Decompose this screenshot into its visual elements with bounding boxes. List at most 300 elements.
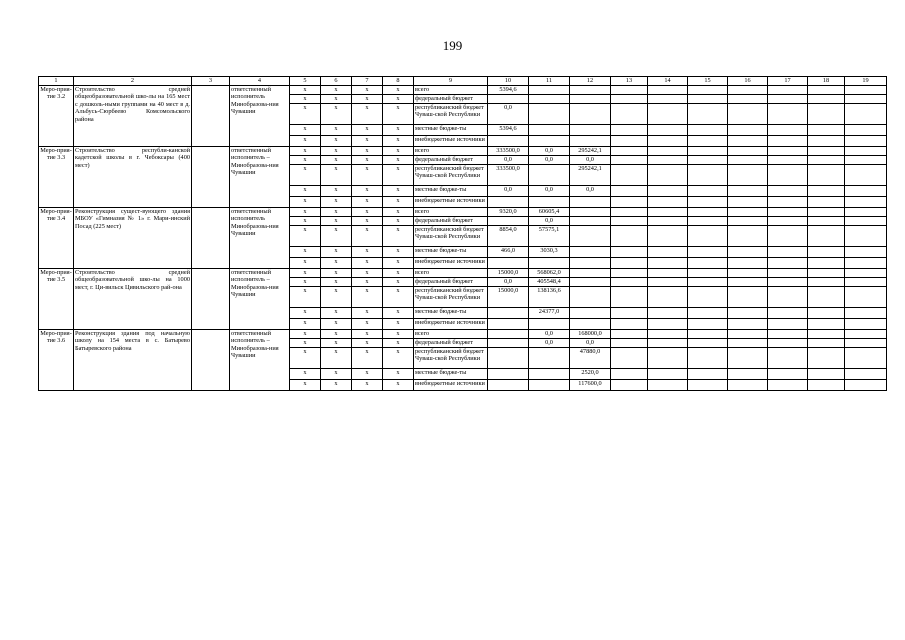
empty-cell — [845, 319, 887, 330]
cell-d: x — [383, 380, 414, 391]
empty-cell — [728, 348, 768, 369]
funding-source: республиканский бюджет Чуваш-ской Республики — [414, 287, 488, 308]
cell-a: x — [290, 287, 321, 308]
empty-cell — [611, 247, 648, 258]
cell-a: x — [290, 136, 321, 147]
cell-v11: 0,0 — [529, 217, 570, 226]
empty-cell — [648, 208, 688, 217]
empty-cell — [728, 217, 768, 226]
executor: ответственный исполнитель Минобразова-ния Чувашии — [230, 208, 290, 269]
cell-c: x — [352, 125, 383, 136]
cell-v11 — [529, 348, 570, 369]
cell-c: x — [352, 269, 383, 278]
empty-cell — [611, 197, 648, 208]
cell-d: x — [383, 308, 414, 319]
cell-v12 — [570, 247, 611, 258]
empty-cell — [768, 278, 808, 287]
empty-cell — [688, 165, 728, 186]
empty-cell — [728, 278, 768, 287]
empty-cell — [648, 308, 688, 319]
cell-v10: 333500,0 — [488, 165, 529, 186]
event-name: Строительство средней общеобразовательной шко-лы на 165 мест с дошколь-ными группами на 40 мест в д. Альбусь-Сюрбеево Комсомольского района — [74, 86, 192, 147]
empty-cell — [808, 104, 845, 125]
empty-cell — [688, 95, 728, 104]
empty-cell — [648, 369, 688, 380]
cell-v11 — [529, 319, 570, 330]
funding-source: федеральный бюджет — [414, 156, 488, 165]
empty-cell — [688, 278, 728, 287]
cell-v12: 168000,0 — [570, 330, 611, 339]
cell-v10 — [488, 319, 529, 330]
cell-a: x — [290, 186, 321, 197]
empty-cell — [611, 104, 648, 125]
funding-source: федеральный бюджет — [414, 95, 488, 104]
funding-source: республиканский бюджет Чуваш-ской Республики — [414, 348, 488, 369]
cell-v10 — [488, 136, 529, 147]
empty-cell — [688, 226, 728, 247]
empty-cell — [808, 125, 845, 136]
column-header-6: 6 — [321, 77, 352, 86]
funding-source: внебюджетные источники — [414, 319, 488, 330]
cell-a: x — [290, 258, 321, 269]
empty-cell — [845, 348, 887, 369]
cell-v12: 0,0 — [570, 186, 611, 197]
column-header-2: 2 — [74, 77, 192, 86]
column-header-7: 7 — [352, 77, 383, 86]
funding-source: местные бюдже-ты — [414, 247, 488, 258]
empty-cell — [648, 156, 688, 165]
event-label: Меро-прия-тие 3.5 — [39, 269, 74, 330]
empty-cell — [688, 319, 728, 330]
cell-c: x — [352, 208, 383, 217]
empty-cell — [808, 308, 845, 319]
empty-cell — [611, 217, 648, 226]
column-header-4: 4 — [230, 77, 290, 86]
empty-cell — [845, 369, 887, 380]
cell-b: x — [321, 165, 352, 186]
cell-d: x — [383, 269, 414, 278]
cell-b: x — [321, 330, 352, 339]
cell-c: x — [352, 156, 383, 165]
empty-cell — [611, 380, 648, 391]
event-name: Реконструкция здания под начальную школу на 154 места в с. Батырево Батыревского района — [74, 330, 192, 391]
cell-v11: 0,0 — [529, 330, 570, 339]
empty-cell — [688, 380, 728, 391]
funding-source: республиканский бюджет Чуваш-ской Республики — [414, 165, 488, 186]
empty-cell — [648, 165, 688, 186]
cell-v10: 0,0 — [488, 104, 529, 125]
empty-cell — [648, 278, 688, 287]
column-header-15: 15 — [688, 77, 728, 86]
empty-cell — [648, 95, 688, 104]
cell-d: x — [383, 104, 414, 125]
header-row — [39, 77, 887, 86]
cell-v10 — [488, 348, 529, 369]
empty-cell — [688, 330, 728, 339]
cell-c: x — [352, 95, 383, 104]
executor: ответственный исполнитель – Минобразова-ния Чувашии — [230, 147, 290, 208]
empty-cell — [768, 330, 808, 339]
empty-cell — [611, 319, 648, 330]
empty-cell — [808, 339, 845, 348]
empty-cell — [845, 226, 887, 247]
empty-cell — [688, 104, 728, 125]
cell-d: x — [383, 197, 414, 208]
empty-cell — [845, 339, 887, 348]
empty-cell — [768, 136, 808, 147]
column-header-19: 19 — [845, 77, 887, 86]
empty-cell — [768, 208, 808, 217]
cell-a: x — [290, 380, 321, 391]
cell-c: x — [352, 104, 383, 125]
cell-c: x — [352, 330, 383, 339]
empty-cell — [728, 319, 768, 330]
empty-cell — [728, 247, 768, 258]
empty-cell — [688, 258, 728, 269]
cell-v12 — [570, 125, 611, 136]
empty-cell — [768, 95, 808, 104]
empty-cell — [768, 156, 808, 165]
funding-source: федеральный бюджет — [414, 217, 488, 226]
page-number: 199 — [442, 38, 463, 53]
empty-cell — [845, 258, 887, 269]
cell-b: x — [321, 208, 352, 217]
empty-cell — [768, 339, 808, 348]
cell-v12 — [570, 217, 611, 226]
co-executor — [192, 330, 230, 391]
empty-cell — [845, 165, 887, 186]
cell-a: x — [290, 125, 321, 136]
empty-cell — [648, 125, 688, 136]
cell-c: x — [352, 86, 383, 95]
event-name: Строительство средней общеобразовательной шко-лы на 1000 мест, г. Ци-вильск Цивильского рай-она — [74, 269, 192, 330]
cell-v10: 333500,0 — [488, 147, 529, 156]
cell-v12 — [570, 278, 611, 287]
cell-a: x — [290, 226, 321, 247]
cell-v11 — [529, 258, 570, 269]
event-label: Меро-прия-тие 3.3 — [39, 147, 74, 208]
cell-c: x — [352, 217, 383, 226]
event-label: Меро-прия-тие 3.6 — [39, 330, 74, 391]
empty-cell — [845, 186, 887, 197]
cell-d: x — [383, 226, 414, 247]
cell-d: x — [383, 86, 414, 95]
empty-cell — [648, 104, 688, 125]
empty-cell — [845, 208, 887, 217]
empty-cell — [845, 217, 887, 226]
cell-v11: 57575,1 — [529, 226, 570, 247]
funding-source: местные бюдже-ты — [414, 186, 488, 197]
cell-b: x — [321, 287, 352, 308]
cell-b: x — [321, 308, 352, 319]
empty-cell — [845, 197, 887, 208]
cell-d: x — [383, 208, 414, 217]
cell-c: x — [352, 339, 383, 348]
funding-source: местные бюдже-ты — [414, 369, 488, 380]
empty-cell — [845, 278, 887, 287]
empty-cell — [808, 217, 845, 226]
funding-source: внебюджетные источники — [414, 258, 488, 269]
cell-b: x — [321, 339, 352, 348]
cell-c: x — [352, 165, 383, 186]
empty-cell — [688, 247, 728, 258]
executor: ответственный исполнитель – Минобразова-ния Чувашии — [230, 269, 290, 330]
empty-cell — [808, 156, 845, 165]
table-row — [39, 330, 887, 339]
empty-cell — [845, 136, 887, 147]
cell-a: x — [290, 369, 321, 380]
cell-b: x — [321, 278, 352, 287]
cell-a: x — [290, 330, 321, 339]
empty-cell — [611, 95, 648, 104]
cell-v10 — [488, 217, 529, 226]
empty-cell — [728, 330, 768, 339]
empty-cell — [688, 147, 728, 156]
cell-a: x — [290, 104, 321, 125]
column-header-12: 12 — [570, 77, 611, 86]
empty-cell — [688, 156, 728, 165]
cell-a: x — [290, 197, 321, 208]
cell-c: x — [352, 226, 383, 247]
empty-cell — [611, 308, 648, 319]
cell-b: x — [321, 86, 352, 95]
cell-v12 — [570, 258, 611, 269]
empty-cell — [728, 258, 768, 269]
cell-v12: 2520,0 — [570, 369, 611, 380]
empty-cell — [808, 95, 845, 104]
cell-v11: 0,0 — [529, 156, 570, 165]
empty-cell — [808, 226, 845, 247]
empty-cell — [768, 147, 808, 156]
empty-cell — [768, 86, 808, 95]
empty-cell — [728, 269, 768, 278]
cell-a: x — [290, 217, 321, 226]
cell-b: x — [321, 125, 352, 136]
cell-v12 — [570, 208, 611, 217]
column-header-17: 17 — [768, 77, 808, 86]
empty-cell — [728, 369, 768, 380]
cell-a: x — [290, 319, 321, 330]
cell-a: x — [290, 156, 321, 165]
empty-cell — [768, 125, 808, 136]
cell-c: x — [352, 147, 383, 156]
cell-v11 — [529, 86, 570, 95]
empty-cell — [611, 269, 648, 278]
empty-cell — [611, 165, 648, 186]
cell-d: x — [383, 278, 414, 287]
empty-cell — [611, 147, 648, 156]
cell-d: x — [383, 348, 414, 369]
empty-cell — [611, 258, 648, 269]
cell-d: x — [383, 95, 414, 104]
cell-v12: 295242,1 — [570, 147, 611, 156]
cell-b: x — [321, 369, 352, 380]
cell-d: x — [383, 319, 414, 330]
funding-source: местные бюдже-ты — [414, 125, 488, 136]
cell-b: x — [321, 136, 352, 147]
cell-v10 — [488, 95, 529, 104]
cell-b: x — [321, 269, 352, 278]
cell-v12: 47880,0 — [570, 348, 611, 369]
empty-cell — [808, 380, 845, 391]
cell-v10 — [488, 339, 529, 348]
cell-b: x — [321, 319, 352, 330]
cell-v10: 9320,0 — [488, 208, 529, 217]
empty-cell — [648, 348, 688, 369]
column-header-8: 8 — [383, 77, 414, 86]
empty-cell — [845, 125, 887, 136]
cell-v12 — [570, 287, 611, 308]
funding-source: всего — [414, 330, 488, 339]
cell-b: x — [321, 186, 352, 197]
co-executor — [192, 86, 230, 147]
column-header-11: 11 — [529, 77, 570, 86]
empty-cell — [728, 339, 768, 348]
cell-v10 — [488, 197, 529, 208]
empty-cell — [728, 136, 768, 147]
cell-a: x — [290, 308, 321, 319]
funding-source: местные бюдже-ты — [414, 308, 488, 319]
empty-cell — [768, 287, 808, 308]
empty-cell — [611, 156, 648, 165]
cell-c: x — [352, 278, 383, 287]
cell-b: x — [321, 226, 352, 247]
empty-cell — [688, 308, 728, 319]
funding-source: внебюджетные источники — [414, 136, 488, 147]
empty-cell — [808, 165, 845, 186]
cell-c: x — [352, 197, 383, 208]
funding-source: внебюджетные источники — [414, 380, 488, 391]
event-name: Строительство республи-канской кадетской школы в г. Чебоксары (400 мест) — [74, 147, 192, 208]
empty-cell — [768, 319, 808, 330]
cell-b: x — [321, 217, 352, 226]
cell-v10: 0,0 — [488, 186, 529, 197]
empty-cell — [845, 95, 887, 104]
empty-cell — [808, 278, 845, 287]
empty-cell — [845, 156, 887, 165]
cell-b: x — [321, 95, 352, 104]
funding-source: республиканский бюджет Чуваш-ской Республики — [414, 226, 488, 247]
table-row — [39, 147, 887, 156]
empty-cell — [728, 197, 768, 208]
empty-cell — [648, 258, 688, 269]
empty-cell — [845, 86, 887, 95]
empty-cell — [808, 319, 845, 330]
cell-v12 — [570, 136, 611, 147]
cell-v12 — [570, 104, 611, 125]
empty-cell — [808, 287, 845, 308]
empty-cell — [648, 380, 688, 391]
empty-cell — [611, 278, 648, 287]
cell-v11 — [529, 95, 570, 104]
empty-cell — [845, 308, 887, 319]
cell-c: x — [352, 136, 383, 147]
cell-b: x — [321, 156, 352, 165]
cell-c: x — [352, 348, 383, 369]
empty-cell — [648, 339, 688, 348]
cell-c: x — [352, 258, 383, 269]
cell-v10 — [488, 258, 529, 269]
empty-cell — [808, 86, 845, 95]
empty-cell — [611, 348, 648, 369]
empty-cell — [648, 197, 688, 208]
cell-v12 — [570, 319, 611, 330]
cell-v11 — [529, 165, 570, 186]
empty-cell — [728, 156, 768, 165]
cell-d: x — [383, 339, 414, 348]
empty-cell — [808, 247, 845, 258]
cell-d: x — [383, 258, 414, 269]
empty-cell — [728, 86, 768, 95]
empty-cell — [845, 269, 887, 278]
empty-cell — [611, 208, 648, 217]
funding-source: федеральный бюджет — [414, 339, 488, 348]
cell-v12: 0,0 — [570, 339, 611, 348]
table-row — [39, 269, 887, 278]
cell-v11 — [529, 136, 570, 147]
empty-cell — [808, 147, 845, 156]
cell-a: x — [290, 339, 321, 348]
cell-d: x — [383, 147, 414, 156]
empty-cell — [648, 136, 688, 147]
empty-cell — [688, 86, 728, 95]
event-label: Меро-прия-тие 3.4 — [39, 208, 74, 269]
cell-a: x — [290, 147, 321, 156]
cell-v11 — [529, 369, 570, 380]
empty-cell — [728, 226, 768, 247]
co-executor — [192, 208, 230, 269]
empty-cell — [768, 348, 808, 369]
funding-source: республиканский бюджет Чуваш-ской Республики — [414, 104, 488, 125]
table-row — [39, 208, 887, 217]
cell-b: x — [321, 197, 352, 208]
cell-a: x — [290, 247, 321, 258]
empty-cell — [728, 208, 768, 217]
funding-source: всего — [414, 208, 488, 217]
empty-cell — [728, 186, 768, 197]
cell-v11: 3030,3 — [529, 247, 570, 258]
empty-cell — [768, 104, 808, 125]
empty-cell — [611, 186, 648, 197]
empty-cell — [648, 287, 688, 308]
cell-v11: 568062,0 — [529, 269, 570, 278]
executor: ответственный исполнитель – Минобразова-ния Чувашии — [230, 330, 290, 391]
cell-v11: 0,0 — [529, 339, 570, 348]
cell-v11 — [529, 104, 570, 125]
empty-cell — [648, 217, 688, 226]
cell-v10: 466,0 — [488, 247, 529, 258]
cell-v12 — [570, 95, 611, 104]
table-row — [39, 86, 887, 95]
cell-d: x — [383, 156, 414, 165]
cell-v12 — [570, 197, 611, 208]
cell-v11: 60605,4 — [529, 208, 570, 217]
empty-cell — [808, 136, 845, 147]
empty-cell — [845, 287, 887, 308]
cell-v10 — [488, 380, 529, 391]
cell-v10: 15000,0 — [488, 287, 529, 308]
column-header-3: 3 — [192, 77, 230, 86]
empty-cell — [728, 104, 768, 125]
empty-cell — [808, 330, 845, 339]
empty-cell — [845, 247, 887, 258]
column-header-13: 13 — [611, 77, 648, 86]
cell-d: x — [383, 217, 414, 226]
empty-cell — [688, 125, 728, 136]
cell-d: x — [383, 136, 414, 147]
cell-a: x — [290, 95, 321, 104]
empty-cell — [611, 136, 648, 147]
